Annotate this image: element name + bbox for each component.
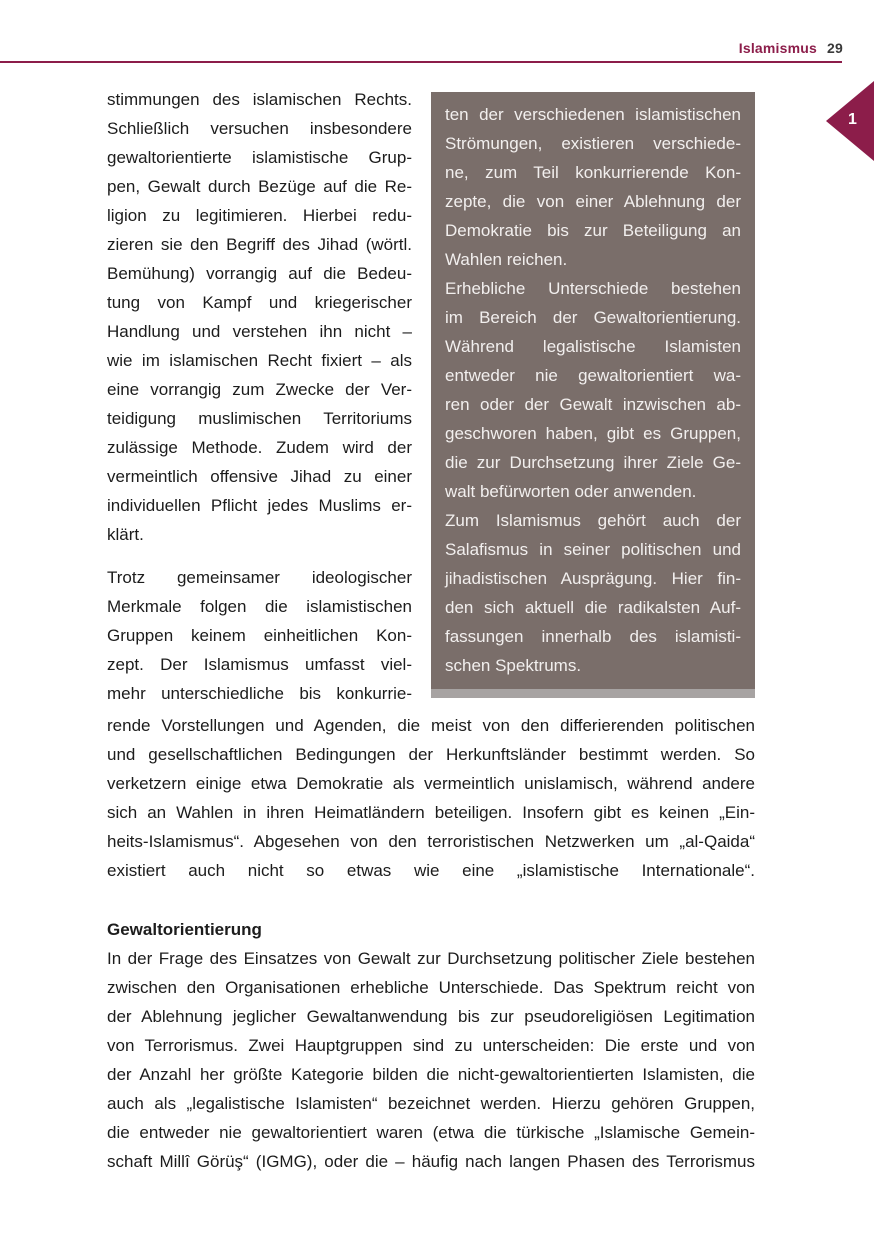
text-line: ligion zu legitimieren. Hierbei redu-	[107, 206, 412, 225]
text-line: zieren sie den Begriff des Jihad (wörtl.	[107, 235, 412, 254]
text-line: tung von Kampf und kriegerischer	[107, 293, 412, 312]
page-number: 29	[827, 40, 843, 56]
text-line: zept. Der Islamismus umfasst viel-	[107, 655, 412, 674]
text-line: vermeintlich offensive Jihad zu einer	[107, 467, 412, 486]
text-line: Trotz gemeinsamer ideologischer	[107, 568, 412, 587]
text-line: stimmungen des islamischen Rechts.	[107, 90, 412, 109]
text-line: Schließlich versuchen insbesondere	[107, 119, 412, 138]
info-box-line: Salafismus in seiner politischen und	[445, 540, 741, 559]
text-line: heits-Islamismus“. Abgesehen von den terroristischen Netzwerken um „al-Qaida“	[107, 832, 755, 851]
text-line: die entweder nie gewaltorientiert waren (etwa die türkische „Islamische Gemein-	[107, 1123, 755, 1142]
text-line: schaft Millî Görüş“ (IGMG), oder die – häufig nach langen Phasen des Terrorismus	[107, 1152, 755, 1171]
paragraph-2	[107, 563, 412, 708]
header-rule	[0, 61, 842, 63]
info-box-line: fassungen innerhalb des islamisti-	[445, 627, 741, 646]
text-line: existiert auch nicht so etwas wie eine „islamistische Internationale“.	[107, 861, 755, 880]
info-box-line: den sich aktuell die radikalsten Auf-	[445, 598, 741, 617]
text-line: rende Vorstellungen und Agenden, die meist von den differierenden politischen	[107, 716, 755, 735]
info-box-line: ten der verschiedenen islamistischen	[445, 105, 741, 124]
text-line: zulässige Methode. Zudem wird der	[107, 438, 412, 457]
text-line: sich an Wahlen in ihren Heimatländern beteiligen. Insofern gibt es keinen „Ein-	[107, 803, 755, 822]
info-box-line: walt befürworten oder anwenden.	[445, 482, 697, 501]
text-line: der Ablehnung jeglicher Gewaltanwendung bis zur pseudoreligiösen Legitimation	[107, 1007, 755, 1026]
chapter-number: 1	[848, 111, 857, 128]
info-box-line: Erhebliche Unterschiede bestehen	[445, 279, 741, 298]
text-line: gewaltorientierte islamistische Grup-	[107, 148, 412, 167]
text-line: Merkmale folgen die islamistischen	[107, 597, 412, 616]
text-line: von Terrorismus. Zwei Hauptgruppen sind zu unterscheiden: Die erste und von	[107, 1036, 755, 1055]
info-box-line: Zum Islamismus gehört auch der	[445, 511, 741, 530]
info-box-line: Während legalistische Islamisten	[445, 337, 741, 356]
info-box-line: entweder nie gewaltorientiert wa-	[445, 366, 741, 385]
text-line: der Anzahl her größte Kategorie bilden die nicht-gewaltorientierten Islamisten, die	[107, 1065, 755, 1084]
text-line: klärt.	[107, 525, 144, 544]
info-box-line: Wahlen reichen.	[445, 250, 568, 269]
text-line: und gesellschaftlichen Bedingungen der Herkunftsländer bestimmt werden. So	[107, 745, 755, 764]
info-box-line: jihadistischen Ausprägung. Hier fin-	[445, 569, 741, 588]
info-box-line: im Bereich der Gewaltorientierung.	[445, 308, 741, 327]
info-box-line: die zur Durchsetzung ihrer Ziele Ge-	[445, 453, 741, 472]
text-line: Handlung und verstehen ihn nicht –	[107, 322, 412, 341]
text-line: Gruppen keinem einheitlichen Kon-	[107, 626, 412, 645]
text-line: wie im islamischen Recht fixiert – als	[107, 351, 412, 370]
section-paragraph	[107, 944, 755, 1176]
text-line: verketzern einige etwa Demokratie als vermeintlich unislamisch, während andere	[107, 774, 755, 793]
continuation-paragraph	[107, 711, 755, 885]
section-title: Islamismus	[738, 40, 818, 56]
section-heading: Gewaltorientierung	[107, 920, 262, 939]
chapter-tab	[826, 81, 875, 161]
text-line: eine vorrangig zum Zwecke der Ver-	[107, 380, 412, 399]
text-line: In der Frage des Einsatzes von Gewalt zur Durchsetzung politischer Ziele bestehen	[107, 949, 755, 968]
paragraph-1	[107, 85, 412, 549]
info-box-line: ne, zum Teil konkurrierende Kon-	[445, 163, 741, 182]
left-column	[107, 85, 412, 708]
info-box-line: zepte, die von einer Ablehnung der	[445, 192, 741, 211]
text-line: mehr unterschiedliche bis konkurrie-	[107, 684, 412, 703]
info-box-line: ren oder der Gewalt inzwischen ab-	[445, 395, 741, 414]
running-head	[739, 40, 843, 56]
text-line: Bemühung) vorrangig auf die Bedeu-	[107, 264, 412, 283]
text-line: pen, Gewalt durch Bezüge auf die Re-	[107, 177, 412, 196]
text-line: auch als „legalistische Islamisten“ bezeichnet werden. Hierzu gehören Gruppen,	[107, 1094, 755, 1113]
text-line: teidigung muslimischen Territoriums	[107, 409, 412, 428]
info-box-line: Strömungen, existieren verschiede-	[445, 134, 741, 153]
info-box-line: schen Spektrums.	[445, 656, 582, 675]
text-line: individuellen Pflicht jedes Muslims er-	[107, 496, 412, 515]
info-box-line: Demokratie bis zur Beteiligung an	[445, 221, 741, 240]
info-box	[431, 92, 755, 698]
info-box-line: geschworen haben, gibt es Gruppen,	[445, 424, 741, 443]
text-line: zwischen den Organisationen erhebliche Unterschiede. Das Spektrum reicht von	[107, 978, 755, 997]
